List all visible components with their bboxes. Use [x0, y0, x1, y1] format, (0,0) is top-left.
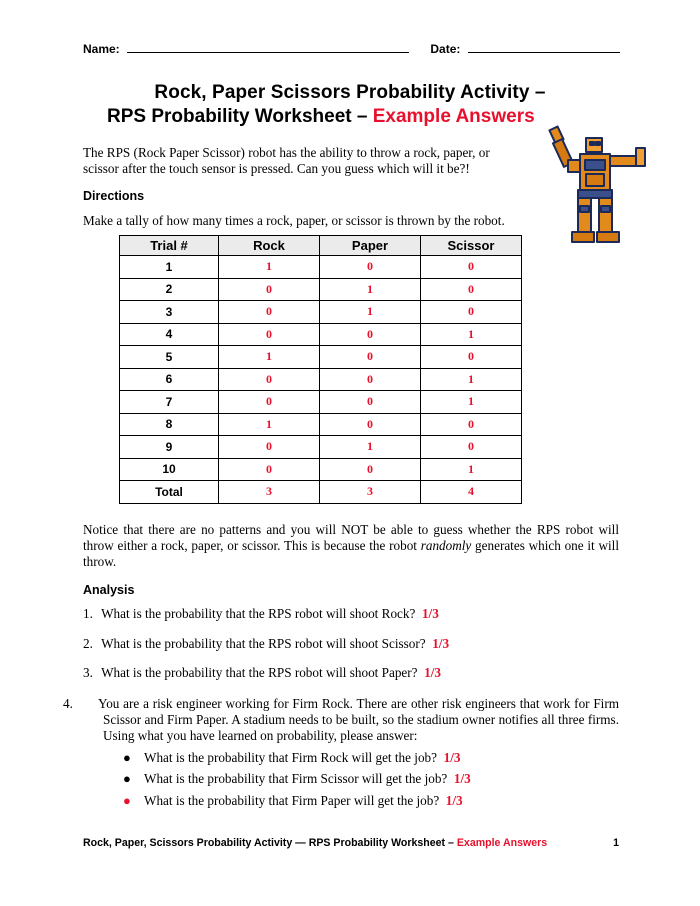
question-1	[83, 606, 439, 622]
scissor-cell: 0	[421, 278, 522, 301]
trial-cell: 5	[120, 346, 219, 369]
title-line-2	[107, 106, 535, 128]
paper-cell: 1	[320, 436, 421, 459]
paper-total-cell: 3	[320, 481, 421, 504]
title-accent: Example Answers	[372, 106, 535, 127]
question-number: 4.	[63, 696, 73, 711]
paper-cell: 0	[320, 413, 421, 436]
answer: 1/3	[453, 771, 471, 786]
bullet-dot: ●	[123, 750, 131, 765]
notice-text-after: generates which one it will throw.	[83, 538, 619, 569]
bullet-dot: ●	[123, 771, 131, 786]
notice-paragraph	[83, 522, 619, 570]
question-number: 2.	[83, 636, 93, 651]
date-field-line[interactable]	[468, 40, 620, 53]
date-label: Date:	[430, 42, 461, 56]
scissor-cell: 1	[421, 391, 522, 414]
total-label-cell: Total	[120, 481, 219, 504]
table-row	[120, 391, 522, 414]
question-3	[83, 665, 441, 681]
trial-cell: 9	[120, 436, 219, 459]
footer	[83, 837, 619, 849]
answer: 1/3	[421, 606, 439, 621]
table-total-row	[120, 481, 522, 504]
directions-heading: Directions	[83, 189, 145, 203]
answer: 1/3	[424, 665, 441, 680]
intro-paragraph: The RPS (Rock Paper Scissor) robot has the ability to throw a rock, paper, or scissor after the touch sensor is pressed. Can you guess which will it be?!	[83, 145, 490, 176]
bullet-item	[123, 750, 460, 766]
question-number: 3.	[83, 665, 93, 680]
robot-clipart-icon	[548, 124, 648, 250]
col-header-trial: Trial #	[120, 236, 219, 256]
bullet-text: What is the probability that Firm Paper will get the job?	[144, 793, 440, 808]
col-header-paper: Paper	[320, 236, 421, 256]
bullet-dot: ●	[123, 793, 131, 808]
paper-cell: 0	[320, 368, 421, 391]
question-text: What is the probability that the RPS robot will shoot Scissor?	[101, 636, 426, 651]
footer-accent: Example Answers	[456, 837, 548, 849]
scissor-cell: 1	[421, 458, 522, 481]
rock-cell: 0	[219, 278, 320, 301]
question-number: 1.	[83, 606, 93, 621]
trial-cell: 6	[120, 368, 219, 391]
header	[83, 40, 623, 56]
question-4	[63, 696, 619, 744]
rock-cell: 0	[219, 391, 320, 414]
notice-text-before: Notice that there are no patterns and you will NOT be able to guess whether the RPS robot will throw either a rock, paper, or scissor. This is because the robot	[83, 522, 619, 553]
question-text: What is the probability that the RPS robot will shoot Paper?	[101, 665, 418, 680]
col-header-scissor: Scissor	[421, 236, 522, 256]
rock-cell: 0	[219, 301, 320, 324]
scissor-cell: 1	[421, 323, 522, 346]
bullet-text: What is the probability that Firm Scissor will get the job?	[144, 771, 448, 786]
trial-cell: 4	[120, 323, 219, 346]
question-text: You are a risk engineer working for Firm Rock. There are other risk engineers that work for Firm Scissor and Firm Paper. A stadium needs to be built, so the stadium owner notifies all three firms. Using what you have learned on probability, please answer:	[98, 696, 619, 743]
rock-cell: 0	[219, 368, 320, 391]
trial-cell: 10	[120, 458, 219, 481]
rock-cell: 1	[219, 346, 320, 369]
table-row	[120, 323, 522, 346]
scissor-cell: 0	[421, 346, 522, 369]
table-row	[120, 368, 522, 391]
title-main: RPS Probability Worksheet –	[107, 106, 373, 127]
rock-cell: 0	[219, 436, 320, 459]
scissor-cell: 1	[421, 368, 522, 391]
tally-table	[119, 235, 522, 504]
scissor-cell: 0	[421, 436, 522, 459]
paper-cell: 0	[320, 346, 421, 369]
table-row	[120, 346, 522, 369]
question-2	[83, 636, 449, 652]
trial-cell: 8	[120, 413, 219, 436]
scissor-cell: 0	[421, 413, 522, 436]
answer: 1/3	[432, 636, 450, 651]
scissor-cell: 0	[421, 301, 522, 324]
table-row	[120, 301, 522, 324]
rock-cell: 1	[219, 413, 320, 436]
answer: 1/3	[445, 793, 463, 808]
rock-cell: 0	[219, 323, 320, 346]
rock-cell: 0	[219, 458, 320, 481]
rock-cell: 1	[219, 256, 320, 279]
scissor-cell: 0	[421, 256, 522, 279]
paper-cell: 0	[320, 256, 421, 279]
table-row	[120, 436, 522, 459]
page-number: 1	[613, 837, 619, 849]
trial-cell: 7	[120, 391, 219, 414]
col-header-rock: Rock	[219, 236, 320, 256]
paper-cell: 0	[320, 323, 421, 346]
paper-cell: 0	[320, 391, 421, 414]
bullet-text: What is the probability that Firm Rock will get the job?	[144, 750, 438, 765]
bullet-item	[123, 793, 463, 809]
scissor-total-cell: 4	[421, 481, 522, 504]
table-row	[120, 458, 522, 481]
notice-emphasis: randomly	[420, 538, 472, 553]
trial-cell: 3	[120, 301, 219, 324]
paper-cell: 0	[320, 458, 421, 481]
answer: 1/3	[443, 750, 461, 765]
footer-text: Rock, Paper, Scissors Probability Activity — RPS Probability Worksheet –	[83, 837, 457, 849]
directions-text: Make a tally of how many times a rock, paper, or scissor is thrown by the robot.	[83, 213, 505, 228]
table-row	[120, 413, 522, 436]
question-text: What is the probability that the RPS robot will shoot Rock?	[101, 606, 416, 621]
table-row	[120, 256, 522, 279]
analysis-heading: Analysis	[83, 583, 135, 597]
table-header-row	[120, 236, 522, 256]
rock-total-cell: 3	[219, 481, 320, 504]
bullet-item	[123, 771, 471, 787]
trial-cell: 2	[120, 278, 219, 301]
table-row	[120, 278, 522, 301]
name-label: Name:	[83, 42, 120, 56]
paper-cell: 1	[320, 301, 421, 324]
name-field-line[interactable]	[127, 40, 409, 53]
paper-cell: 1	[320, 278, 421, 301]
title-line-1: Rock, Paper Scissors Probability Activity –	[154, 82, 546, 103]
trial-cell: 1	[120, 256, 219, 279]
